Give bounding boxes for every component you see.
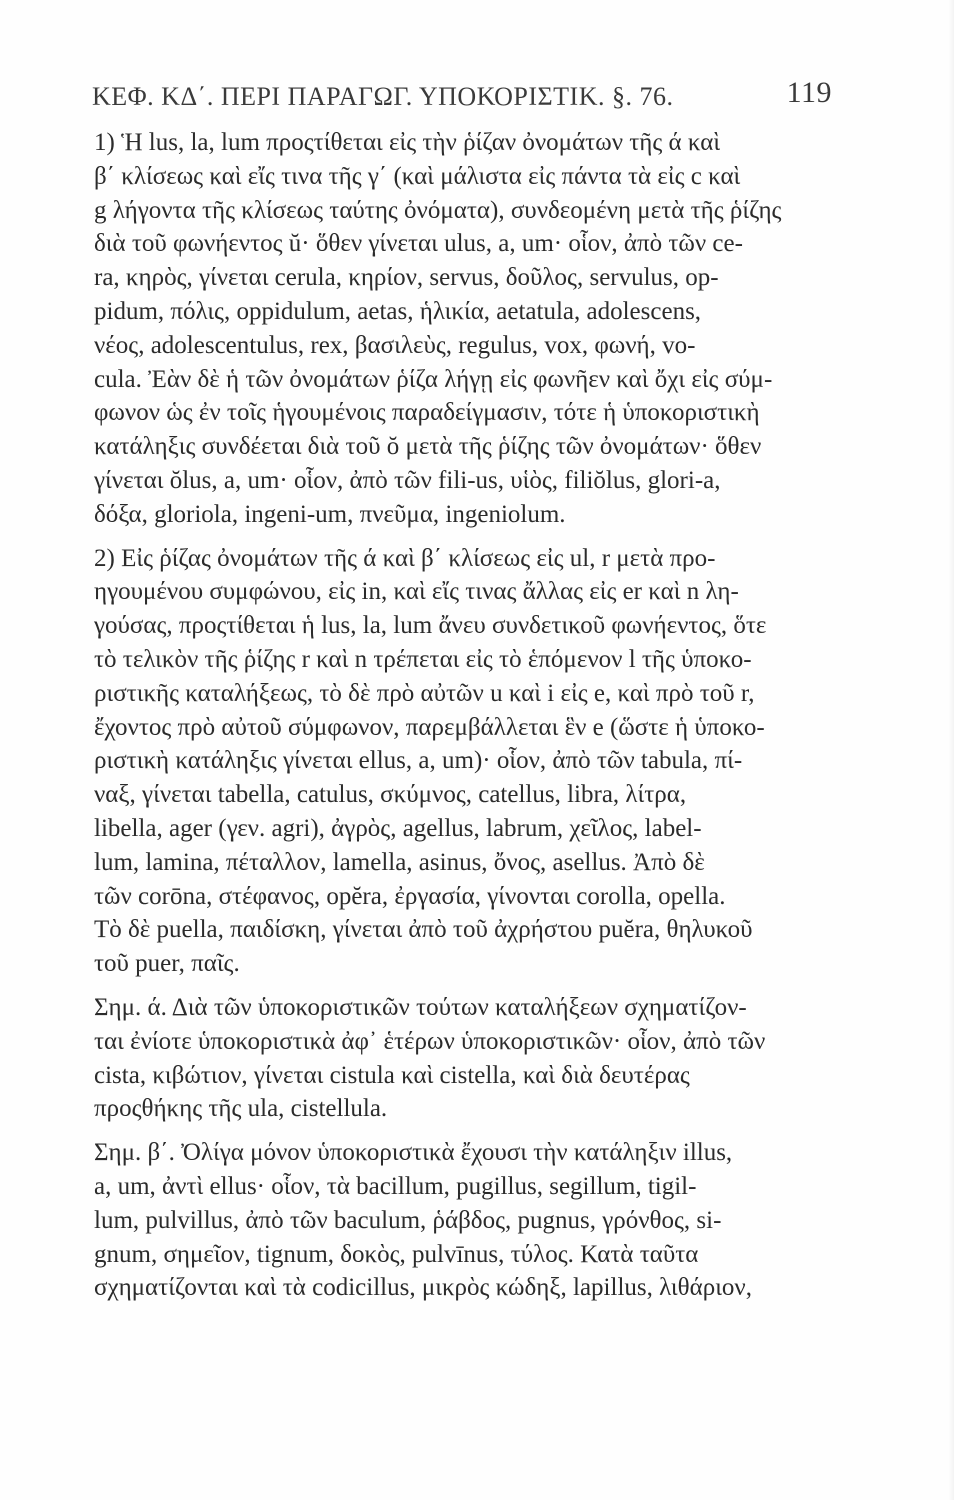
text-line: gnum, σημεῖον, tignum, δοκὸς, pulvīnus, τύλος. Κατὰ ταῦτα [94, 1240, 699, 1268]
paragraph-gap [94, 1126, 838, 1136]
text-line: 1) Ἡ lus, la, lum προςτίθεται εἰς τὴν ῥίζαν ὀνομάτων τῆς ά καὶ [94, 129, 721, 156]
text-line: ἔχοντος πρὸ αὐτοῦ σύμφωνον, παρεμβάλλεται ἓν e (ὥστε ἡ ὑποκο- [94, 713, 765, 741]
running-header [92, 72, 832, 116]
text-line: γούσας, προςτίθεται ἡ lus, la, lum ἄνευ συνδετικοῦ φωνήεντος, ὅτε [94, 612, 767, 640]
text-line: διὰ τοῦ φωνήεντος ŭ· ὅθεν γίνεται ulus, a, um· οἷον, ἀπὸ τῶν ce- [94, 230, 743, 258]
text-line: Τὸ δὲ puella, παιδίσκη, γίνεται ἀπὸ τοῦ ἀχρήστου puĕra, θηλυκοῦ [94, 916, 753, 944]
paragraph-gap [94, 981, 838, 991]
text-line: κατάληξις συνδέεται διὰ τοῦ ŏ μετὰ τῆς ῥίζης τῶν ὀνομάτων· ὅθεν [94, 433, 762, 461]
text-line: lum, lamina, πέταλλον, lamella, asinus, ὄνος, asellus. Ἀπὸ δὲ [94, 848, 705, 876]
text-line: φωνον ὡς ἐν τοῖς ἡγουμένοις παραδείγμασιν, τότε ἡ ὑποκοριστικὴ [94, 399, 760, 427]
text-line: νέος, adolescentulus, rex, βασιλεὺς, regulus, vox, φωνή, vo- [94, 331, 696, 359]
text-line: cula. Ἐὰν δὲ ἡ τῶν ὀνομάτων ῥίζα λήγῃ εἰς φωνῆεν καὶ ὄχι εἰς σύμ- [94, 365, 773, 393]
header-title: ΚΕΦ. ΚΔ΄. ΠΕΡΙ ΠΑΡΑΓΩΓ. ΥΠΟΚΟΡΙΣΤΙΚ. §. 76. [92, 82, 674, 111]
text-line: 2) Εἰς ῥίζας ὀνομάτων τῆς ά καὶ β΄ κλίσεως εἰς ul, r μετὰ προ- [94, 544, 716, 572]
text-line: ra, κηρὸς, γίνεται cerula, κηρίον, servus, δοῦλος, servulus, op- [94, 264, 719, 292]
page-number: 119 [786, 76, 832, 109]
text-line: τοῦ puer, παῖς. [94, 950, 240, 978]
text-line: Σημ. ά. Διὰ τῶν ὑποκοριστικῶν τούτων καταλήξεων σχηματίζον- [94, 993, 747, 1021]
text-line: ται ἐνίοτε ὑποκοριστικὰ ἀφ᾽ ἑτέρων ὑποκοριστικῶν· οἷον, ἀπὸ τῶν [94, 1027, 766, 1055]
paragraph-gap [94, 532, 838, 542]
text-line: δόξα, gloriola, ingeni-um, πνεῦμα, ingeniolum. [94, 500, 566, 528]
text-line: lum, pulvillus, ἀπὸ τῶν baculum, ῥάβδος, pugnus, γρόνθος, si- [94, 1206, 722, 1234]
text-line: τὸ τελικὸν τῆς ῥίζης r καὶ n τρέπεται εἰς τὸ ἑπόμενον l τῆς ὑποκο- [94, 645, 752, 673]
text-line: g λήγοντα τῆς κλίσεως ταύτης ὀνόματα), συνδεομένη μετὰ τῆς ῥίζης [94, 196, 782, 224]
text-line: ριστικὴ κατάληξις γίνεται ellus, a, um)· οἷον, ἀπὸ τῶν tabula, πί- [94, 747, 743, 775]
text-line: pidum, πόλις, oppidulum, aetas, ἡλικία, aetatula, adolescens, [94, 297, 702, 325]
text-line: β΄ κλίσεως καὶ εἴς τινα τῆς γ΄ (καὶ μάλιστα εἰς πάντα τὰ εἰς c καὶ [94, 162, 741, 190]
body-text [94, 126, 838, 1305]
text-line: a, um, ἀντὶ ellus· οἷον, τὰ bacillum, pugillus, segillum, tigil- [94, 1172, 697, 1200]
text-line: σχηματίζονται καὶ τὰ codicillus, μικρὸς κώδηξ, lapillus, λιθάριον, [94, 1274, 752, 1302]
page-edge-shadow [948, 0, 954, 1500]
text-line: libella, ager (γεν. agri), ἀγρὸς, agellus, labrum, χεῖλος, label- [94, 814, 702, 842]
text-line: cista, κιβώτιον, γίνεται cistula καὶ cistella, καὶ διὰ δευτέρας [94, 1061, 690, 1089]
text-line: ηγουμένου συμφώνου, εἰς in, καὶ εἴς τινας ἄλλας εἰς er καὶ n λη- [94, 578, 739, 606]
text-line: Σημ. β΄. Ὀλίγα μόνον ὑποκοριστικὰ ἔχουσι τὴν κατάληξιν illus, [94, 1139, 733, 1167]
text-line: ριστικῆς καταλήξεως, τὸ δὲ πρὸ αὐτῶν u καὶ i εἰς e, καὶ πρὸ τοῦ r, [94, 679, 755, 707]
text-line: ναξ, γίνεται tabella, catulus, σκύμνος, catellus, libra, λίτρα, [94, 781, 687, 809]
text-line: γίνεται ŏlus, a, um· οἷον, ἀπὸ τῶν fili-us, υἱὸς, filiŏlus, glori-a, [94, 466, 721, 494]
text-line: τῶν corōna, στέφανος, opĕra, ἐργασία, γίνονται corolla, opella. [94, 882, 726, 910]
text-line: προςθήκης τῆς ula, cistellula. [94, 1095, 388, 1123]
